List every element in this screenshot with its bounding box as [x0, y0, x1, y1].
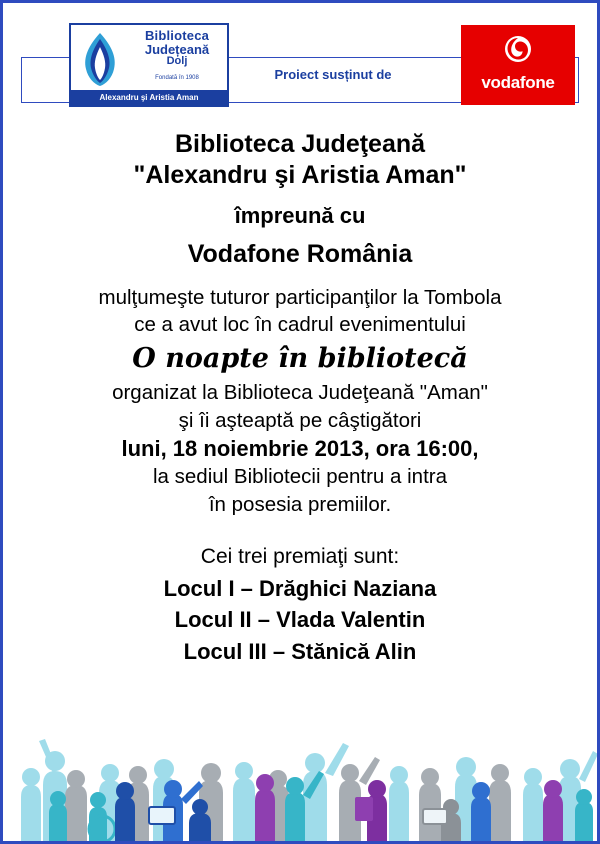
logo-line-3: Dolj — [166, 55, 188, 68]
library-logo — [69, 23, 229, 107]
winner-item: Locul I – Drăghici Naziana — [163, 575, 437, 601]
poster-body — [3, 129, 597, 668]
with-label: împreună cu — [234, 202, 366, 228]
vodafone-logo-box — [461, 25, 575, 105]
logo-founded-text: Fondată în 1908 — [155, 75, 199, 81]
title-line-1: Biblioteca Judeţeană — [174, 130, 426, 158]
vodafone-speechmark-icon — [504, 35, 532, 63]
sponsor-label: Proiect susținut de — [274, 67, 392, 82]
vodafone-wordmark: vodafone — [481, 73, 555, 92]
title-line-2: "Alexandru şi Aristia Aman" — [133, 161, 467, 190]
date-line: luni, 18 noiembrie 2013, ora 16:00, — [121, 436, 479, 462]
poster-header — [3, 3, 597, 115]
winners-heading: Cei trei premiaţi sunt: — [200, 545, 400, 569]
thanks-line-1: mulţumeşte tuturor participanţilor la Tombola — [98, 285, 502, 309]
logo-line-2: Județeană — [144, 41, 210, 57]
winners-block — [3, 542, 597, 668]
flame-icon — [77, 31, 123, 87]
event-name: O noapte în bibliotecă — [132, 342, 468, 374]
library-logo-text — [125, 29, 229, 68]
place-line-1: la sediul Bibliotecii pentru a intra — [153, 465, 447, 489]
winner-item: Locul III – Stănică Alin — [183, 639, 417, 665]
logo-banner-text: Alexandru şi Aristia Aman — [71, 90, 227, 105]
partner-name: Vodafone România — [187, 239, 413, 268]
organized-line: organizat la Biblioteca Judeţeană "Aman" — [112, 381, 488, 405]
crowd-illustration — [3, 701, 597, 841]
thanks-line-2: ce a avut loc în cadrul evenimentului — [134, 313, 466, 337]
logo-line-1: Biblioteca — [144, 28, 210, 43]
crowd-silhouettes-svg — [3, 701, 597, 841]
place-line-2: în posesia premiilor. — [208, 492, 392, 516]
await-line: şi îi aşteaptă pe câştigători — [178, 408, 422, 432]
winner-item: Locul II – Vlada Valentin — [174, 607, 426, 633]
